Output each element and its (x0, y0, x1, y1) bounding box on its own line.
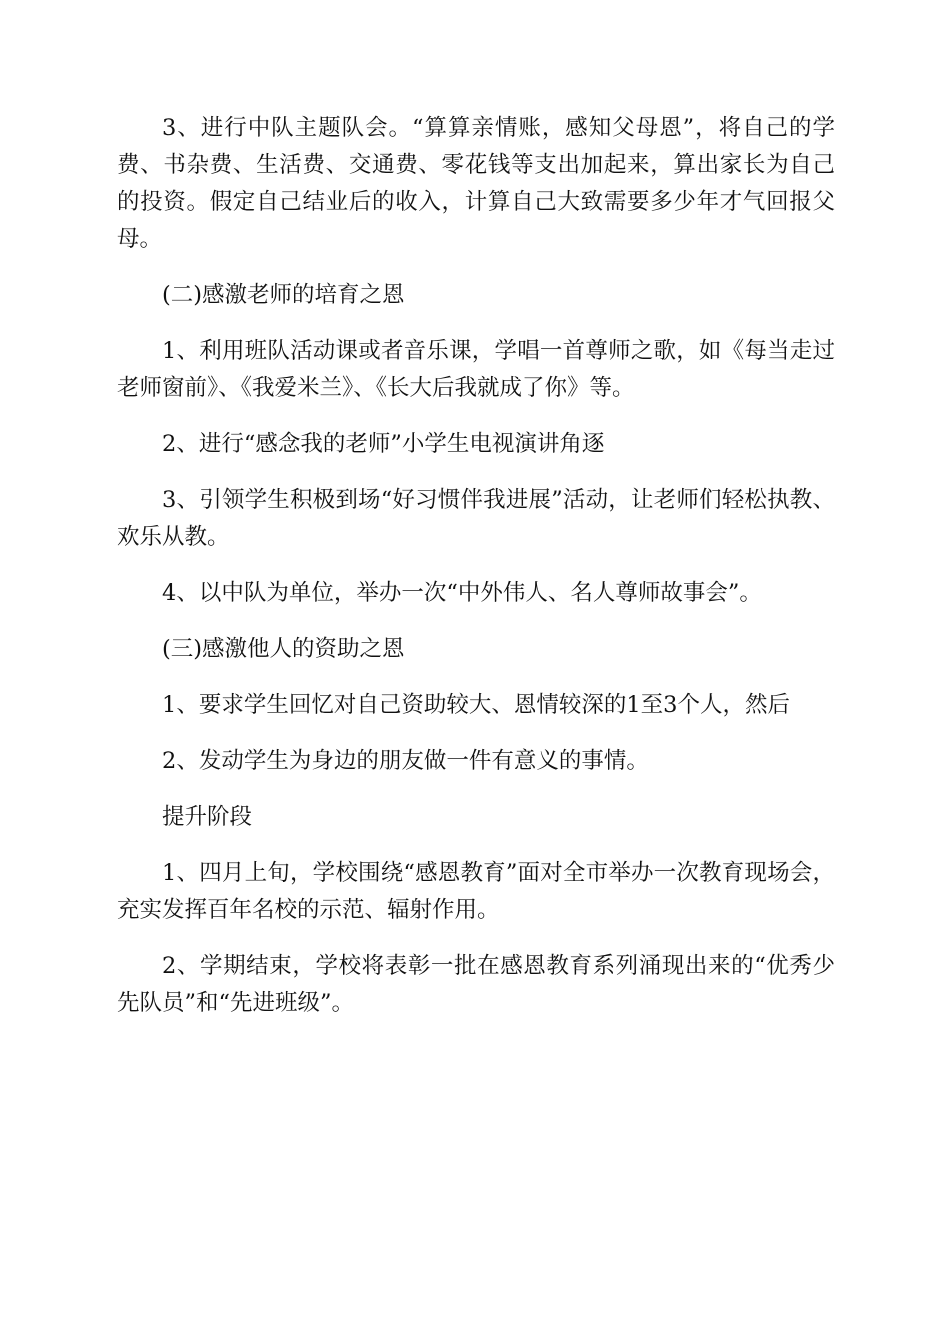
section-heading-teachers: (二)感激老师的培育之恩 (162, 282, 405, 308)
paragraph-semester-awards: 2、学期结束，学校将表彰一批在感恩教育系列涌现出来的“优秀少先队员”和“先进班级”。 (117, 953, 835, 1016)
paragraph-parent-class-meeting: 3、进行中队主题队会。“算算亲情账，感知父母恩”，将自己的学费、书杂费、生活费、交通费、零花钱等支出加起来，算出家长为自己的投资。假定自己结业后的收入，计算自己大致需要多少年才气回报父母。 (117, 115, 835, 252)
paragraph-recall-helpers: 1、要求学生回忆对自己资助较大、恩情较深的1至3个人，然后 (162, 692, 790, 718)
paragraph-on-site-meeting: 1、四月上旬，学校围绕“感恩教育”面对全市举办一次教育现场会，充实发挥百年名校的示范、辐射作用。 (117, 860, 835, 923)
paragraph-meaningful-deed: 2、发动学生为身边的朋友做一件有意义的事情。 (162, 748, 649, 774)
document-body (117, 110, 835, 1041)
paragraph-teacher-song: 1、利用班队活动课或者音乐课，学唱一首尊师之歌，如《每当走过老师窗前》、《我爱米兰》、《长大后我就成了你》等。 (117, 338, 835, 401)
section-heading-others: (三)感激他人的资助之恩 (162, 636, 405, 662)
paragraph-story-meeting: 4、以中队为单位，举办一次“中外伟人、名人尊师故事会”。 (162, 580, 762, 606)
section-heading-improvement: 提升阶段 (162, 804, 253, 830)
paragraph-good-habits: 3、引领学生积极到场“好习惯伴我进展”活动，让老师们轻松执教、欢乐从教。 (117, 487, 835, 550)
paragraph-teacher-speech: 2、进行“感念我的老师”小学生电视演讲角逐 (162, 431, 605, 457)
